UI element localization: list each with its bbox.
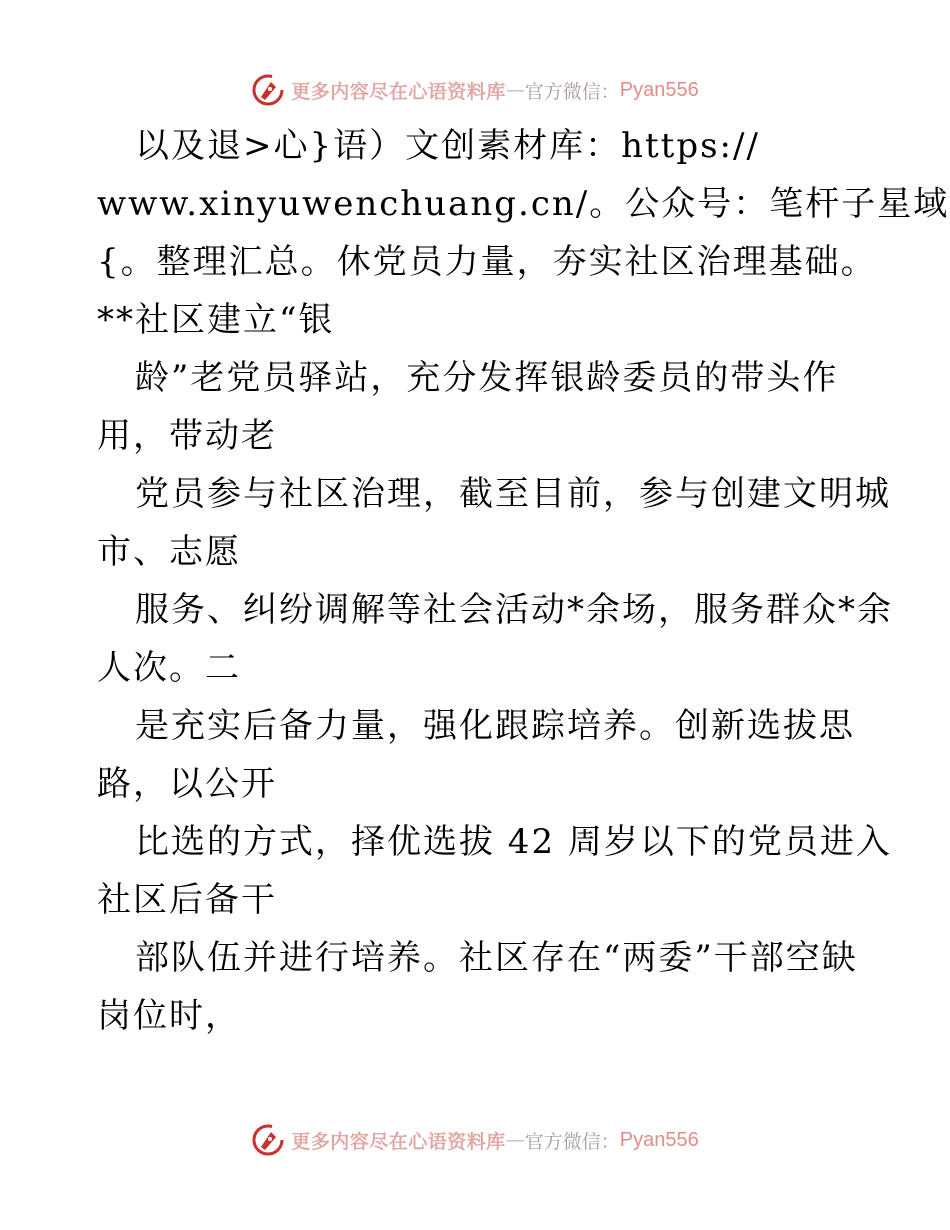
text-line: 比选的方式，择优选拔 42 周岁以下的党员进入 [135,822,892,862]
watermark-wechat-id: Pyan556 [619,1128,699,1151]
text-line: 用，带动老 [97,416,277,456]
watermark-brand: 更多内容尽在心语资料库 [291,1130,506,1153]
watermark-label: 官方微信： [524,80,620,103]
text-line: 人次。二 [97,648,241,688]
pen-nib-logo-icon [251,73,285,107]
text-line: {。整理汇总。休党员力量，夯实社区治理基础。 [97,242,877,282]
text-line: 龄”老党员驿站，充分发挥银龄委员的带头作 [135,358,839,398]
watermark-brand: 更多内容尽在心语资料库 [291,80,506,103]
watermark-separator: — [505,1129,525,1151]
watermark-wechat-id: Pyan556 [619,78,699,101]
watermark-label: 官方微信： [524,1130,620,1153]
text-line: 社区后备干 [97,880,277,920]
pen-nib-logo-icon [251,1123,285,1157]
text-line: 党员参与社区治理，截至目前，参与创建文明城 [135,474,891,514]
text-line: 是充实后备力量，强化跟踪培养。创新选拔思 [135,706,855,746]
header-watermark [0,70,950,110]
footer-watermark [0,1120,950,1160]
text-line: 市、志愿 [97,532,241,572]
text-line: 路，以公开 [97,764,277,804]
watermark-separator: — [505,79,525,101]
text-line: www.xinyuwenchuang.cn/。公众号：笔杆子星域 [97,184,950,224]
text-line: 部队伍并进行培养。社区存在“两委”干部空缺 [135,938,858,978]
text-line: 以及退>心}语）文创素材库：https:// [135,126,760,166]
text-line: 岗位时， [97,996,241,1036]
text-line: **社区建立“银 [97,300,335,340]
text-line: 服务、纠纷调解等社会活动*余场，服务群众*余 [135,590,893,630]
